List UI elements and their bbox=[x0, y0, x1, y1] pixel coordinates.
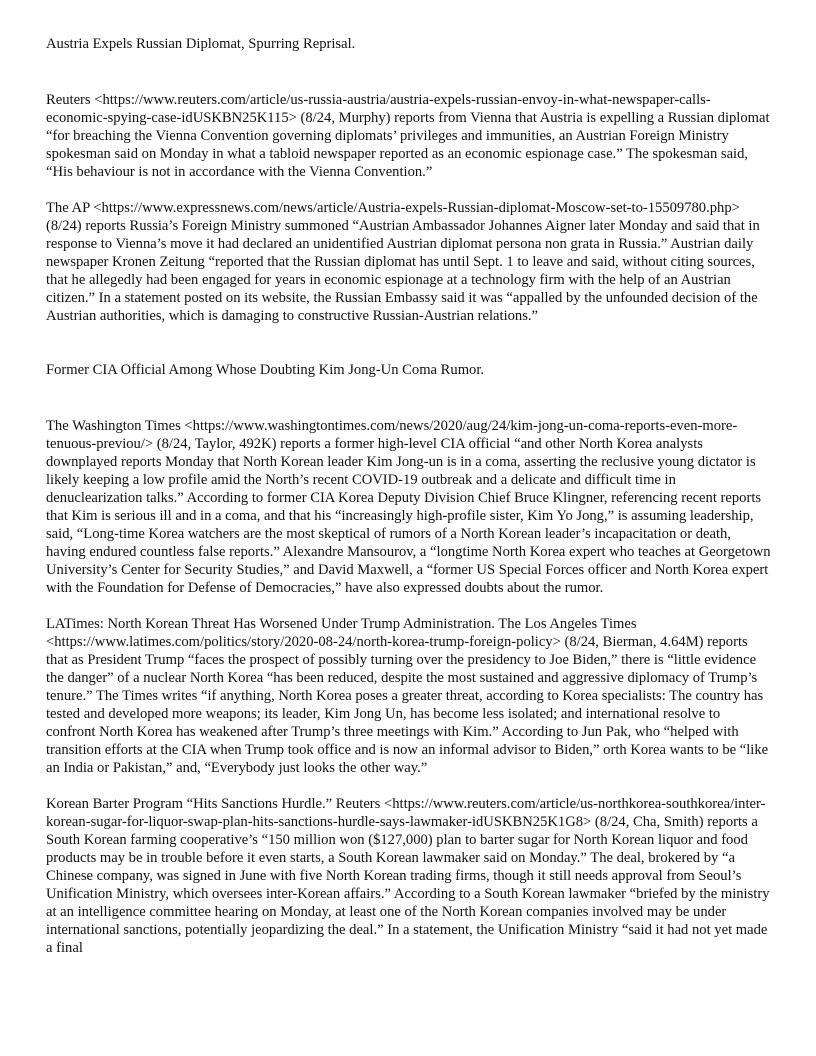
headline-kim-coma: Former CIA Official Among Whose Doubting Kim Jong-Un Coma Rumor. bbox=[46, 362, 485, 378]
document-page bbox=[46, 35, 772, 975]
paragraph-reuters-austria: Reuters <https://www.reuters.com/article/us-russia-austria/austria-expels-russian-envoy-in-what-newspaper-calls-economic-spying-case-idUSKBN25K115> (8/24, Murphy) reports from Vienna that Austria is expelling a Russian diplomat “for breaching the Vienna Convention governing diplomats’ privileges and immunities, an Austrian Foreign Ministry spokesman said on Monday in what a tabloid newspaper reported as an economic espionage case.” The spokesman said, “His behaviour is not in accordance with the Vienna Convention.” bbox=[46, 92, 770, 180]
paragraph-barter-program: Korean Barter Program “Hits Sanctions Hurdle.” Reuters <https://www.reuters.com/article/us-northkorea-southkorea/inter-korean-sugar-for-liquor-swap-plan-hits-sanctions-hurdle-says-lawmaker-idUSKBN25K1G8> (8/24, Cha, Smith) reports a South Korean farming cooperative’s “150 million won ($127,000) plan to barter sugar for North Korean liquor and food products may be in trouble before it even starts, a South Korean lawmaker said on Monday.” The deal, brokered by “a Chinese company, was signed in June with five North Korean trading firms, though it still needs approval from Seoul’s Unification Ministry, which oversees inter-Korean affairs.” According to a South Korean lawmaker “briefed by the ministry at an intelligence committee hearing on Monday, at least one of the North Korean companies involved may be under international sanctions, potentially jeopardizing the deal.” In a statement, the Unification Ministry “said it had not yet made a final bbox=[46, 796, 770, 956]
headline-austria: Austria Expels Russian Diplomat, Spurring Reprisal. bbox=[46, 36, 356, 52]
paragraph-washington-times: The Washington Times <https://www.washingtontimes.com/news/2020/aug/24/kim-jong-un-coma-reports-even-more-tenuous-previou/> (8/24, Taylor, 492K) reports a former high-level CIA official “and other North Korea analysts downplayed reports Monday that North Korean leader Kim Jong-un is in a coma, asserting the reclusive young dictator is likely keeping a low profile amid the North’s recent COVID-19 outbreak and a delicate and difficult time in denuclearization talks.” According to former CIA Korea Deputy Division Chief Bruce Klingner, referencing recent reports that Kim is serious ill and in a coma, and that his “increasingly high-profile sister, Kim Yo Jong,” is assuming leadership, said, “Long-time Korea watchers are the most skeptical of rumors of a North Korean leader’s incapacitation or death, having endured countless false reports.” Alexandre Mansourov, a “longtime North Korea expert who teaches at Georgetown University’s Center for Security Studies,” and David Maxwell, a “former US Special Forces officer and North Korea expert with the Foundation for Defense of Democracies,” have also expressed doubts about the rumor. bbox=[46, 418, 771, 596]
paragraph-latimes: LATimes: North Korean Threat Has Worsened Under Trump Administration. The Los Angeles Times <https://www.latimes.com/politics/story/2020-08-24/north-korea-trump-foreign-policy> (8/24, Bierman, 4.64M) reports that as President Trump “faces the prospect of possibly turning over the presidency to Joe Biden,” there is “little evidence the danger” of a nuclear North Korea “has been reduced, despite the most sustained and aggressive diplomacy of Trump’s tenure.” The Times writes “if anything, North Korea poses a greater threat, according to Korea specialists: The country has tested and developed more weapons; its leader, Kim Jong Un, has become less isolated; and international resolve to confront North Korea has weakened after Trump’s three meetings with Kim.” According to Jun Pak, who “helped with transition efforts at the CIA when Trump took office and is now an informal advisor to Biden,” orth Korea wants to be “like an India or Pakistan,” and, “Everybody just looks the other way.” bbox=[46, 616, 769, 776]
paragraph-ap-russia: The AP <https://www.expressnews.com/news/article/Austria-expels-Russian-diplomat-Moscow-set-to-15509780.php> (8/24) reports Russia’s Foreign Ministry summoned “Austrian Ambassador Johannes Aigner later Monday and said that in response to Vienna’s move it had declared an unidentified Austrian diplomat persona non grata in Russia.” Austrian daily newspaper Kronen Zeitung “reported that the Russian diplomat has until Sept. 1 to leave and said, without citing sources, that he allegedly had been engaged for years in economic espionage at a technology firm with the help of an Austrian citizen.” In a statement posted on its website, the Russian Embassy said it was “appalled by the unfounded decision of the Austrian authorities, which is damaging to constructive Russian-Austrian relations.” bbox=[46, 200, 760, 324]
